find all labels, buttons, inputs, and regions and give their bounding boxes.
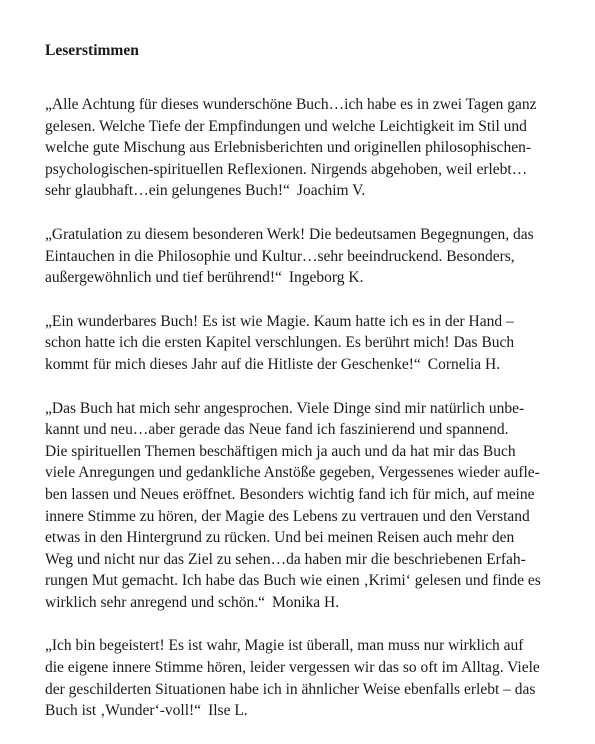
review-author: Ingeborg K. (288, 269, 364, 287)
review-author: Monika H. (271, 593, 340, 611)
review-line: die eigene innere Stimme hören, leider vergessen wir das so oft im Alltag. Viele (45, 659, 540, 677)
review-quote (45, 398, 560, 614)
review-text: kommt für mich dieses Jahr auf die Hitliste der Geschenke!“ (45, 355, 421, 373)
review-list (45, 94, 560, 722)
review-quote (45, 224, 560, 289)
review-line: schon hatte ich die ersten Kapitel verschlungen. Es berührt mich! Das Buch (45, 334, 515, 352)
review-text: Buch ist ‚Wunder‘-voll!“ (45, 702, 202, 720)
review-author: Cornelia H. (427, 355, 501, 373)
review-line: der geschilderten Situationen habe ich in ähnlicher Weise ebenfalls erlebt – das (45, 680, 536, 698)
review-line: Die spirituellen Themen beschäftigen mich ja auch und da hat mir das Buch (45, 442, 516, 460)
review-line: „Das Buch hat mich sehr angesprochen. Viele Dinge sind mir natürlich unbe- (45, 399, 525, 417)
review-line (45, 354, 560, 376)
review-line: „Gratulation zu diesem besonderen Werk! Die bedeutsamen Begegnungen, das (45, 225, 534, 243)
review-line: innere Stimme zu hören, der Magie des Lebens zu vertrauen und den Verstand (45, 507, 530, 525)
review-line: gelesen. Welche Tiefe der Empfindungen und welche Leichtigkeit im Stil und (45, 117, 527, 135)
review-quote (45, 311, 560, 376)
review-line: Weg und nicht nur das Ziel zu sehen…da haben mir die beschriebenen Erfah- (45, 550, 526, 568)
review-line (45, 592, 560, 614)
review-line: welche gute Mischung aus Erlebnisberichten und originellen philosophischen- (45, 139, 531, 157)
review-line: Eintauchen in die Philosophie und Kultur…sehr beeindruckend. Besonders, (45, 247, 515, 265)
review-text: wirklich sehr anregend und schön.“ (45, 593, 265, 611)
review-text: sehr glaubhaft…ein gelungenes Buch!“ (45, 182, 290, 200)
review-line: kannt und neu…aber gerade das Neue fand ich faszinierend und spannend. (45, 421, 509, 439)
review-line: „Alle Achtung für dieses wunderschöne Buch…ich habe es in zwei Tagen ganz (45, 96, 537, 113)
review-line: „Ich bin begeistert! Es ist wahr, Magie ist überall, man muss nur wirklich auf (45, 637, 524, 655)
review-line: psychologischen-spirituellen Reflexionen. Nirgends abgehoben, weil erlebt… (45, 160, 528, 178)
review-line: viele Anregungen und gedankliche Anstöße gegeben, Vergessenes wieder aufle- (45, 464, 540, 482)
review-author: Ilse L. (208, 702, 248, 720)
review-line (45, 180, 560, 202)
review-author: Joachim V. (296, 182, 366, 200)
review-line: ben lassen und Neues eröffnet. Besonders wichtig fand ich für mich, auf meine (45, 485, 535, 503)
review-text: außergewöhnlich und tief berührend!“ (45, 269, 282, 287)
review-line (45, 700, 560, 722)
review-line (45, 267, 560, 289)
review-line: „Ein wunderbares Buch! Es ist wie Magie. Kaum hatte ich es in der Hand – (45, 312, 514, 330)
review-quote (45, 94, 560, 202)
page-title: Leserstimmen (45, 42, 139, 59)
review-line: etwas in den Hintergrund zu rücken. Und bei meinen Reisen auch mehr den (45, 529, 515, 547)
document-page (45, 40, 560, 744)
review-line: rungen Mut gemacht. Ich habe das Buch wie einen ‚Krimi‘ gelesen und finde es (45, 572, 541, 590)
